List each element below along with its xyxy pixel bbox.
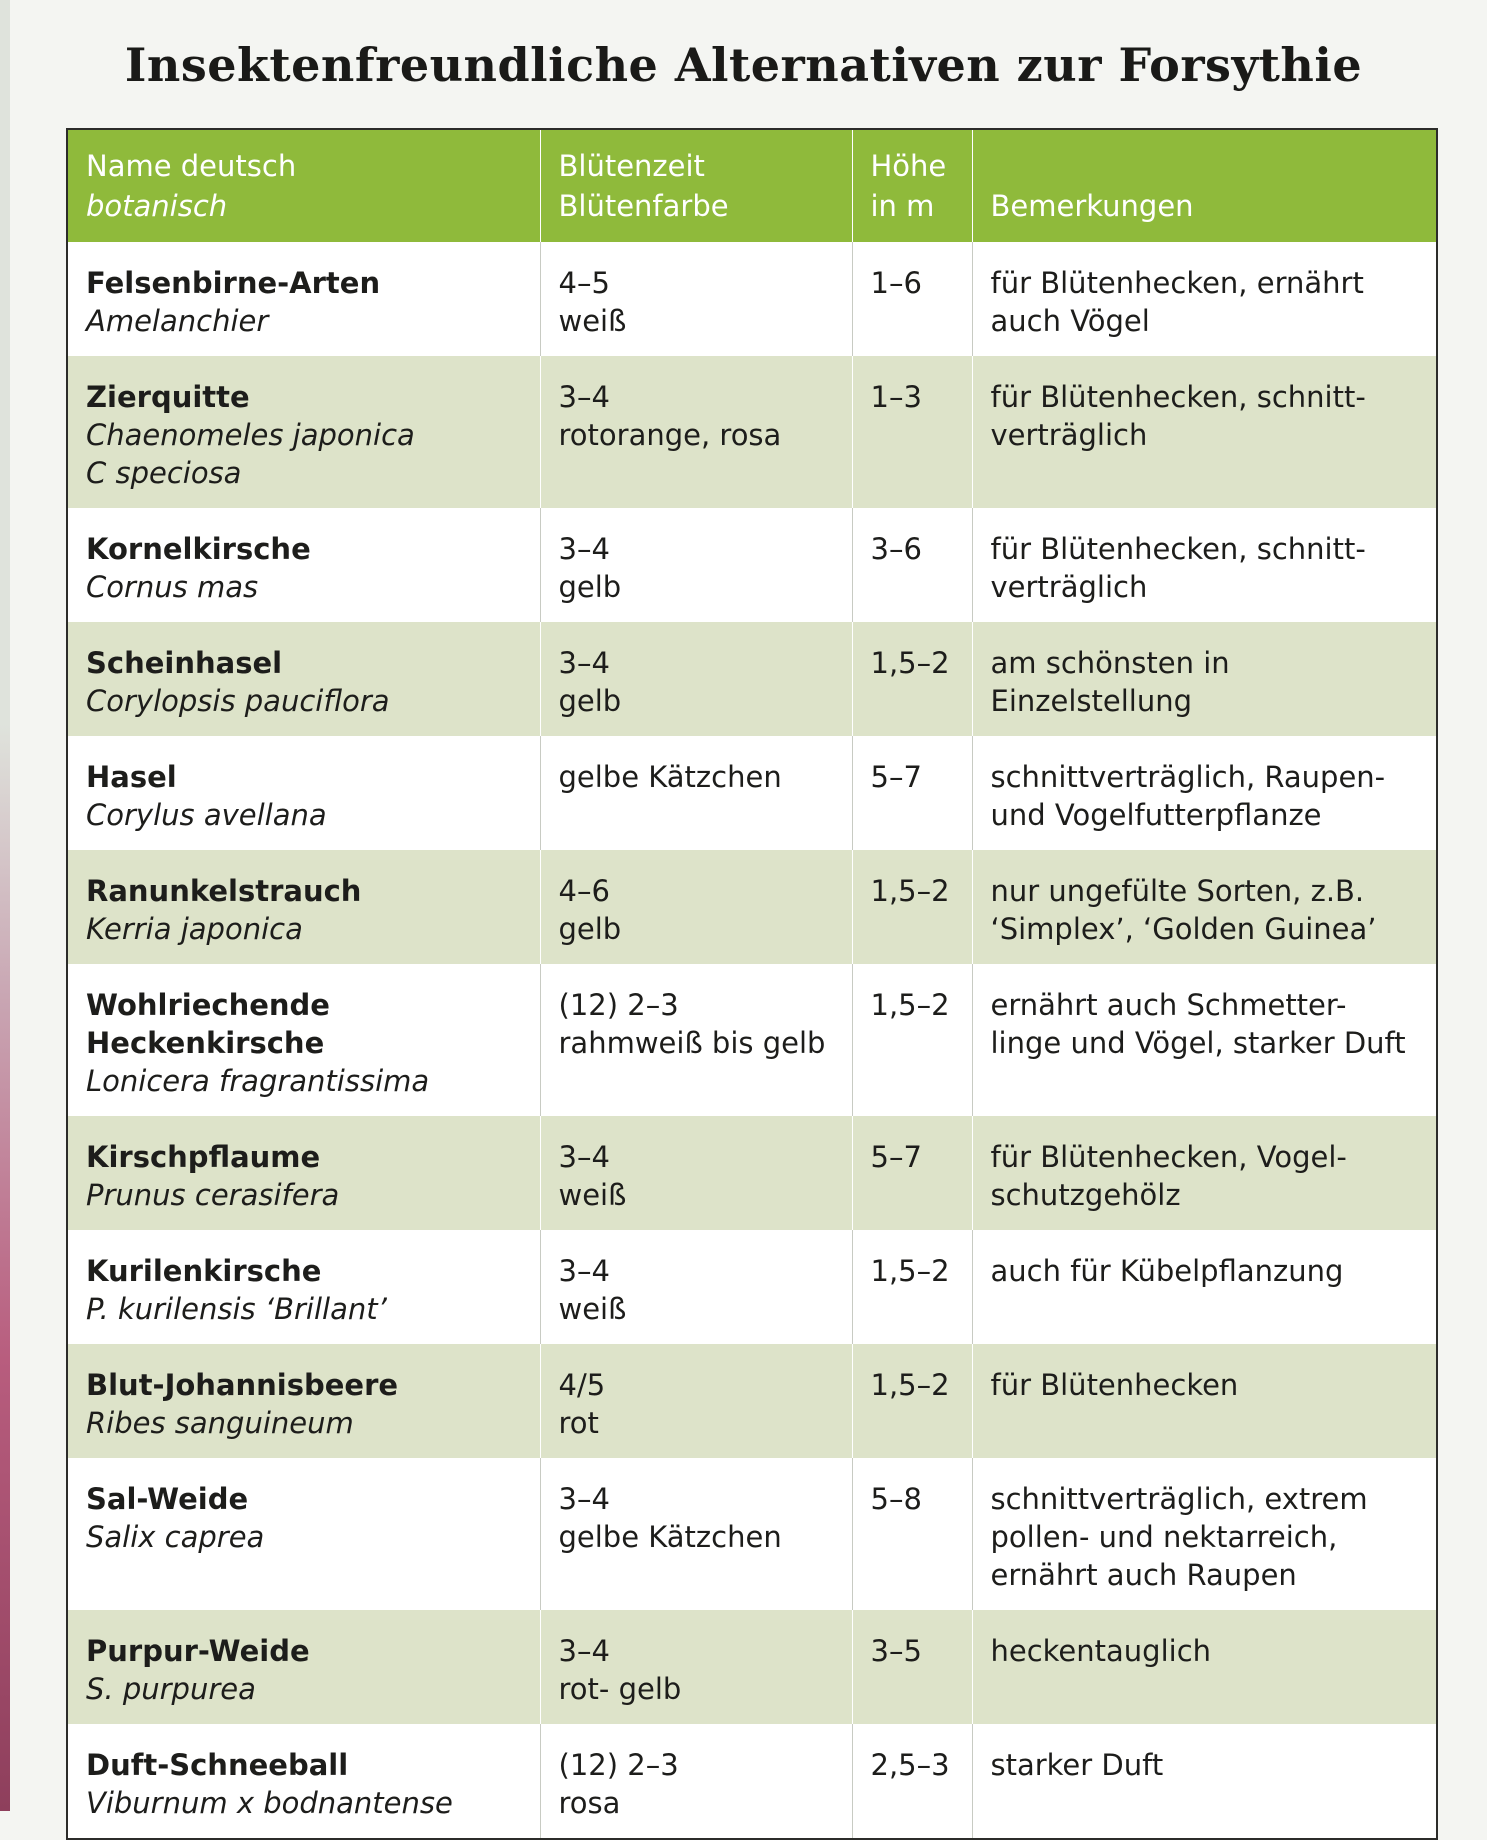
cell-name: [68, 1230, 540, 1344]
bloom-info: 3–4: [558, 532, 610, 566]
cell-remarks: [972, 964, 1436, 1116]
plant-name-german: Zierquitte: [86, 380, 250, 414]
plant-name-german: Hasel: [86, 760, 177, 794]
plant-name-botanical: Kerria japonica: [86, 912, 303, 946]
cell-name: [68, 1344, 540, 1458]
plant-name-german: Duft-Schneeball: [86, 1748, 349, 1782]
table-row: [68, 1344, 1436, 1458]
column-header-bloom-line1: Blütenzeit: [558, 149, 705, 183]
plant-table: [68, 130, 1436, 1838]
height-value: 1,5–2: [870, 646, 950, 680]
height-value: 5–7: [870, 760, 922, 794]
page-title: Insektenfreundliche Alternativen zur Forsythie: [124, 38, 1363, 92]
remark-text: auch für Kübelpflanzung: [990, 1254, 1344, 1288]
remark-text: heckentauglich: [990, 1634, 1212, 1668]
column-header-bloom: [540, 130, 852, 242]
plant-name-botanical: Amelanchier: [86, 304, 269, 338]
plant-name-german: Blut-Johannisbeere: [86, 1368, 399, 1402]
plant-name-german: Kornelkirsche: [86, 532, 311, 566]
height-value: 1,5–2: [870, 1254, 950, 1288]
remark-text: ernährt auch Raupen: [990, 1558, 1297, 1592]
cell-remarks: [972, 1610, 1436, 1724]
table-row: [68, 964, 1436, 1116]
bloom-info: gelb: [558, 684, 622, 718]
remark-text: am schönsten in: [990, 646, 1230, 680]
column-header-name-line2: botanisch: [86, 189, 228, 223]
plant-name-german: Sal-Weide: [86, 1482, 249, 1516]
height-value: 2,5–3: [870, 1748, 950, 1782]
remark-text: für Blütenhecken, schnitt-: [990, 380, 1366, 414]
cell-height: [852, 242, 972, 356]
cell-bloom: [540, 242, 852, 356]
height-value: 1–3: [870, 380, 922, 414]
cell-name: [68, 508, 540, 622]
plant-name-botanical: Prunus cerasifera: [86, 1178, 340, 1212]
plant-name-german: Wohlriechende: [86, 988, 330, 1022]
remark-text: starker Duft: [990, 1748, 1164, 1782]
bloom-info: 3–4: [558, 1634, 610, 1668]
table-row: [68, 1230, 1436, 1344]
cell-height: [852, 1458, 972, 1610]
cell-height: [852, 964, 972, 1116]
cell-height: [852, 1724, 972, 1838]
cell-height: [852, 1230, 972, 1344]
bloom-info: 3–4: [558, 1140, 610, 1174]
cell-height: [852, 356, 972, 508]
table-row: [68, 736, 1436, 850]
plant-name-botanical: Ribes sanguineum: [86, 1406, 354, 1440]
height-value: 1–6: [870, 266, 922, 300]
plant-name-botanical: S. purpurea: [86, 1672, 256, 1706]
remark-text: ernährt auch Schmetter-: [990, 988, 1347, 1022]
remark-text: linge und Vögel, starker Duft: [990, 1026, 1406, 1060]
remark-text: für Blütenhecken, Vogel-: [990, 1140, 1347, 1174]
bloom-info: rosa: [558, 1786, 621, 1820]
plant-name-botanical: Viburnum x bodnantense: [86, 1786, 453, 1820]
cell-name: [68, 1458, 540, 1610]
column-header-name-line1: Name deutsch: [86, 149, 297, 183]
table-row: [68, 622, 1436, 736]
remark-text: für Blütenhecken, ernährt: [990, 266, 1364, 300]
cell-height: [852, 1610, 972, 1724]
height-value: 1,5–2: [870, 874, 950, 908]
height-value: 3–5: [870, 1634, 922, 1668]
remark-text: für Blütenhecken: [990, 1368, 1239, 1402]
cell-remarks: [972, 1458, 1436, 1610]
cell-remarks: [972, 1724, 1436, 1838]
plant-name-german: Kirschpflaume: [86, 1140, 321, 1174]
plant-name-german: Heckenkirsche: [86, 1026, 325, 1060]
table-row: [68, 1610, 1436, 1724]
cell-remarks: [972, 508, 1436, 622]
cell-name: [68, 1724, 540, 1838]
column-header-height-line1: Höhe: [870, 149, 947, 183]
cell-height: [852, 1116, 972, 1230]
bloom-info: (12) 2–3: [558, 1748, 679, 1782]
cell-name: [68, 736, 540, 850]
bloom-info: weiß: [558, 1178, 627, 1212]
cell-height: [852, 736, 972, 850]
cell-bloom: [540, 1116, 852, 1230]
cell-remarks: [972, 850, 1436, 964]
plant-name-german: Scheinhasel: [86, 646, 283, 680]
cell-bloom: [540, 508, 852, 622]
plant-name-botanical: C speciosa: [86, 456, 242, 490]
cell-height: [852, 1344, 972, 1458]
cell-name: [68, 622, 540, 736]
cell-bloom: [540, 736, 852, 850]
bloom-info: gelbe Kätzchen: [558, 760, 782, 794]
height-value: 5–7: [870, 1140, 922, 1174]
column-header-bloom-line2: Blütenfarbe: [558, 189, 729, 223]
cell-name: [68, 964, 540, 1116]
table-row: [68, 356, 1436, 508]
plant-name-botanical: Salix caprea: [86, 1520, 265, 1554]
plant-name-botanical: Corylus avellana: [86, 798, 327, 832]
remark-text: auch Vögel: [990, 304, 1150, 338]
cell-height: [852, 622, 972, 736]
cell-remarks: [972, 356, 1436, 508]
table-row: [68, 850, 1436, 964]
cell-remarks: [972, 1230, 1436, 1344]
plant-name-botanical: Corylopsis pauciflora: [86, 684, 390, 718]
bloom-info: rahmweiß bis gelb: [558, 1026, 826, 1060]
cell-bloom: [540, 1724, 852, 1838]
height-value: 1,5–2: [870, 1368, 950, 1402]
plant-name-german: Ranunkelstrauch: [86, 874, 362, 908]
remark-text: und Vogelfutterpflanze: [990, 798, 1322, 832]
remark-text: nur ungefülte Sorten, z.B.: [990, 874, 1365, 908]
cell-name: [68, 850, 540, 964]
remark-text: schnittverträglich, extrem: [990, 1482, 1368, 1516]
cell-remarks: [972, 242, 1436, 356]
plant-name-botanical: Cornus mas: [86, 570, 259, 604]
bloom-info: rot- gelb: [558, 1672, 682, 1706]
height-value: 5–8: [870, 1482, 922, 1516]
height-value: 1,5–2: [870, 988, 950, 1022]
remark-text: ‘Simplex’, ‘Golden Guinea’: [990, 912, 1377, 946]
table-row: [68, 508, 1436, 622]
table-row: [68, 1724, 1436, 1838]
plant-name-botanical: Lonicera fragrantissima: [86, 1064, 430, 1098]
bloom-info: 3–4: [558, 1254, 610, 1288]
table-row: [68, 1458, 1436, 1610]
plant-name-german: Felsenbirne-Arten: [86, 266, 381, 300]
cell-remarks: [972, 736, 1436, 850]
plant-name-german: Purpur-Weide: [86, 1634, 310, 1668]
table-header-row: [68, 130, 1436, 242]
cell-remarks: [972, 1116, 1436, 1230]
bloom-info: gelb: [558, 912, 622, 946]
table-row: [68, 1116, 1436, 1230]
cell-bloom: [540, 622, 852, 736]
height-value: 3–6: [870, 532, 922, 566]
remark-text: für Blütenhecken, schnitt-: [990, 532, 1366, 566]
cell-bloom: [540, 1344, 852, 1458]
bloom-info: gelb: [558, 570, 622, 604]
page-edge-decoration: [0, 0, 10, 1811]
remark-text: Einzelstellung: [990, 684, 1192, 718]
cell-bloom: [540, 1610, 852, 1724]
bloom-info: 3–4: [558, 646, 610, 680]
cell-bloom: [540, 964, 852, 1116]
remark-text: schnittverträglich, Raupen-: [990, 760, 1386, 794]
cell-height: [852, 508, 972, 622]
cell-bloom: [540, 356, 852, 508]
column-header-remarks: [972, 130, 1436, 242]
bloom-info: gelbe Kätzchen: [558, 1520, 782, 1554]
bloom-info: rot: [558, 1406, 599, 1440]
bloom-info: (12) 2–3: [558, 988, 679, 1022]
remark-text: verträglich: [990, 418, 1148, 452]
cell-remarks: [972, 622, 1436, 736]
cell-name: [68, 1610, 540, 1724]
column-header-name: [68, 130, 540, 242]
bloom-info: 4–5: [558, 266, 610, 300]
bloom-info: 4/5: [558, 1368, 606, 1402]
bloom-info: 3–4: [558, 1482, 610, 1516]
column-header-height: [852, 130, 972, 242]
plant-name-botanical: P. kurilensis ‘Brillant’: [86, 1292, 387, 1326]
bloom-info: weiß: [558, 1292, 627, 1326]
table-row: [68, 242, 1436, 356]
bloom-info: 3–4: [558, 380, 610, 414]
plant-name-german: Kurilenkirsche: [86, 1254, 322, 1288]
plant-name-botanical: Chaenomeles japonica: [86, 418, 415, 452]
cell-remarks: [972, 1344, 1436, 1458]
cell-bloom: [540, 850, 852, 964]
bloom-info: 4–6: [558, 874, 610, 908]
column-header-remarks-label: Bemerkungen: [990, 189, 1194, 223]
cell-name: [68, 242, 540, 356]
cell-name: [68, 356, 540, 508]
remark-text: verträglich: [990, 570, 1148, 604]
bloom-info: rotorange, rosa: [558, 418, 782, 452]
cell-bloom: [540, 1230, 852, 1344]
table-body: [68, 242, 1436, 1838]
cell-height: [852, 850, 972, 964]
column-header-height-line2: in m: [870, 189, 935, 223]
remark-text: schutzgehölz: [990, 1178, 1181, 1212]
cell-name: [68, 1116, 540, 1230]
bloom-info: weiß: [558, 304, 627, 338]
cell-bloom: [540, 1458, 852, 1610]
remark-text: pollen- und nektarreich,: [990, 1520, 1338, 1554]
plant-table-container: [66, 128, 1438, 1840]
